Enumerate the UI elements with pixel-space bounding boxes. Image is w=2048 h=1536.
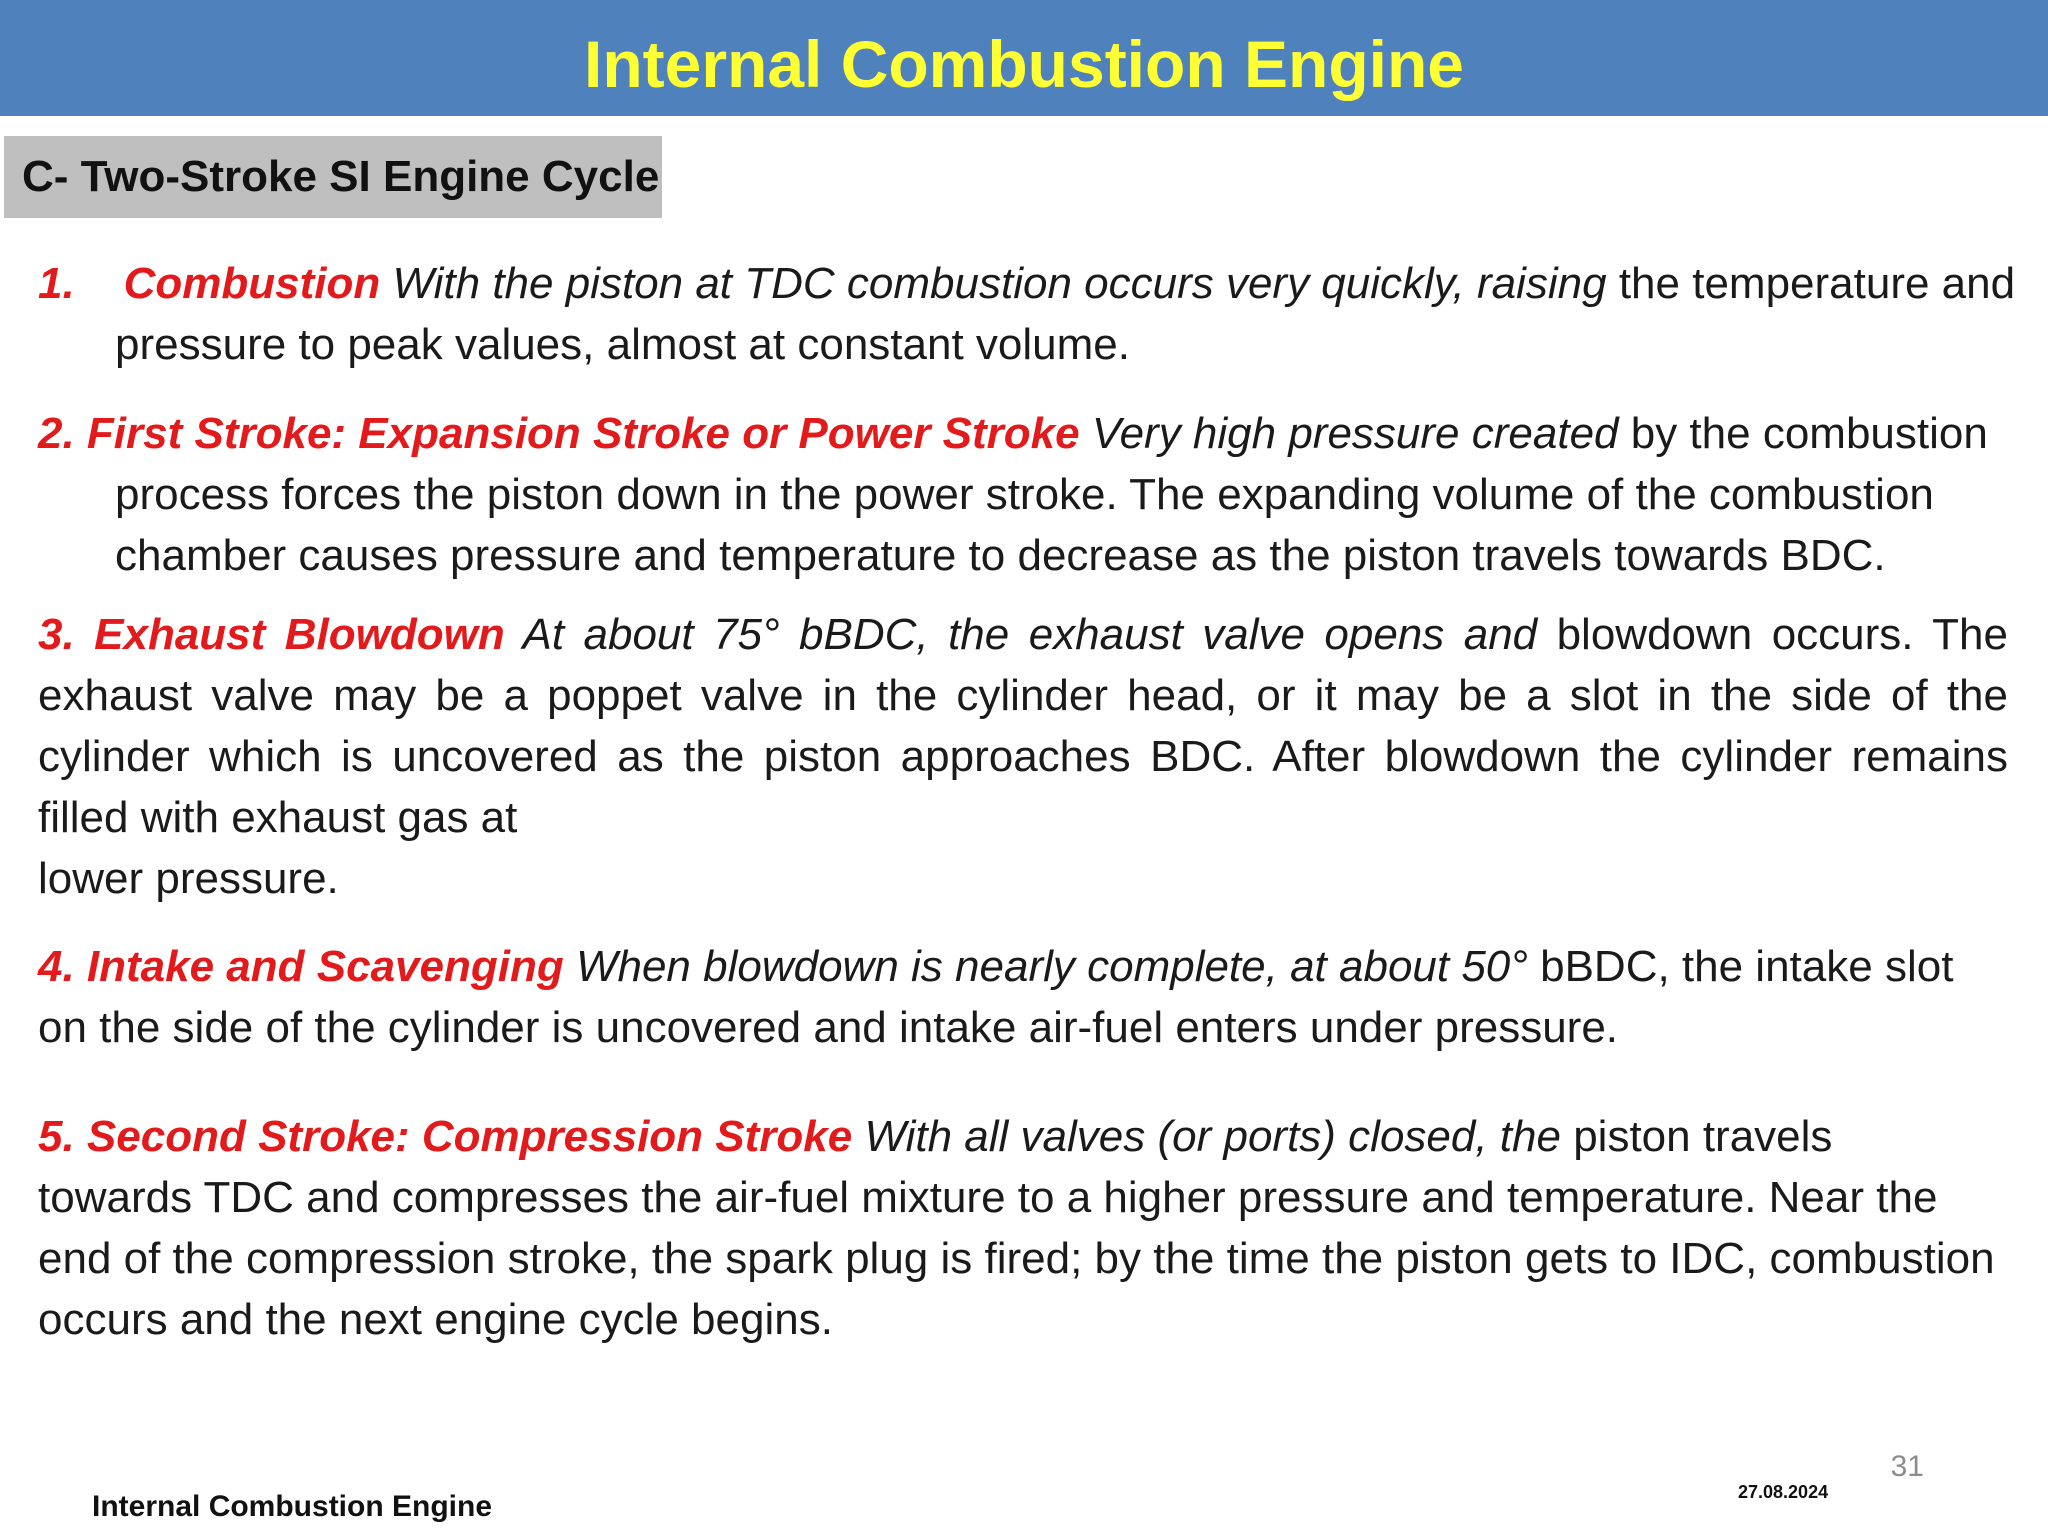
item-text: piston travels towards TDC and compresses the air-fuel mixture to a higher pressure and temperature. Near the end of the compression stroke, the spark plug is fired; by the time the piston gets to IDC, combustion occurs and the next engine cycle begins. [38, 1112, 1995, 1344]
title-bar [0, 0, 2048, 116]
item-compression-stroke [38, 1106, 1998, 1350]
item-text: by the combustion process forces the piston down in the power stroke. The expanding volume of the combustion chamber causes pressure and temperature to decrease as the piston travels towards BDC. [115, 409, 1988, 580]
item-text-continued: lower pressure. [38, 854, 339, 903]
item-text: bBDC, the intake slot on the side of the cylinder is uncovered and intake air-fuel enters under pressure. [38, 942, 1954, 1052]
item-text: blowdown occurs. The exhaust valve may be a poppet valve in the cylinder head, or it may be a slot in the side of the cylinder which is uncovered as the piston approaches BDC. After blowdown the cylinder remains filled with exhaust gas at [38, 610, 2008, 842]
page-number: 31 [1890, 1450, 1924, 1483]
item-combustion [38, 253, 2048, 375]
footer-date: 27.08.2024 [1738, 1482, 1829, 1502]
item-text: the temperature and pressure to peak values, almost at constant volume. [115, 259, 2016, 369]
item-heading: 3. Exhaust Blowdown [38, 610, 505, 659]
item-heading: 4. Intake and Scavenging [38, 942, 564, 991]
item-italic-text: Very high pressure created [1079, 409, 1619, 458]
item-heading: 5. Second Stroke: Compression Stroke [38, 1112, 853, 1161]
item-power-stroke [38, 403, 2048, 586]
footer-title: Internal Combustion Engine [92, 1490, 493, 1523]
item-heading: 2. First Stroke: Expansion Stroke or Power Stroke [38, 409, 1080, 458]
slide-title: Internal Combustion Engine [583, 27, 1464, 101]
item-exhaust-blowdown [38, 604, 2008, 909]
item-italic-text: At about 75° bBDC, the exhaust valve opens and [504, 610, 1538, 659]
section-label: C- Two-Stroke SI Engine Cycle [4, 136, 662, 218]
item-italic-text: When blowdown is nearly complete, at about 50° [563, 942, 1528, 991]
item-italic-text: With the piston at TDC combustion occurs very quickly, raising [380, 259, 1607, 308]
item-intake-scavenging [38, 936, 1998, 1058]
item-number: 1. [38, 259, 75, 308]
item-italic-text: With all valves (or ports) closed, the [852, 1112, 1561, 1161]
item-heading: Combustion [123, 259, 381, 308]
